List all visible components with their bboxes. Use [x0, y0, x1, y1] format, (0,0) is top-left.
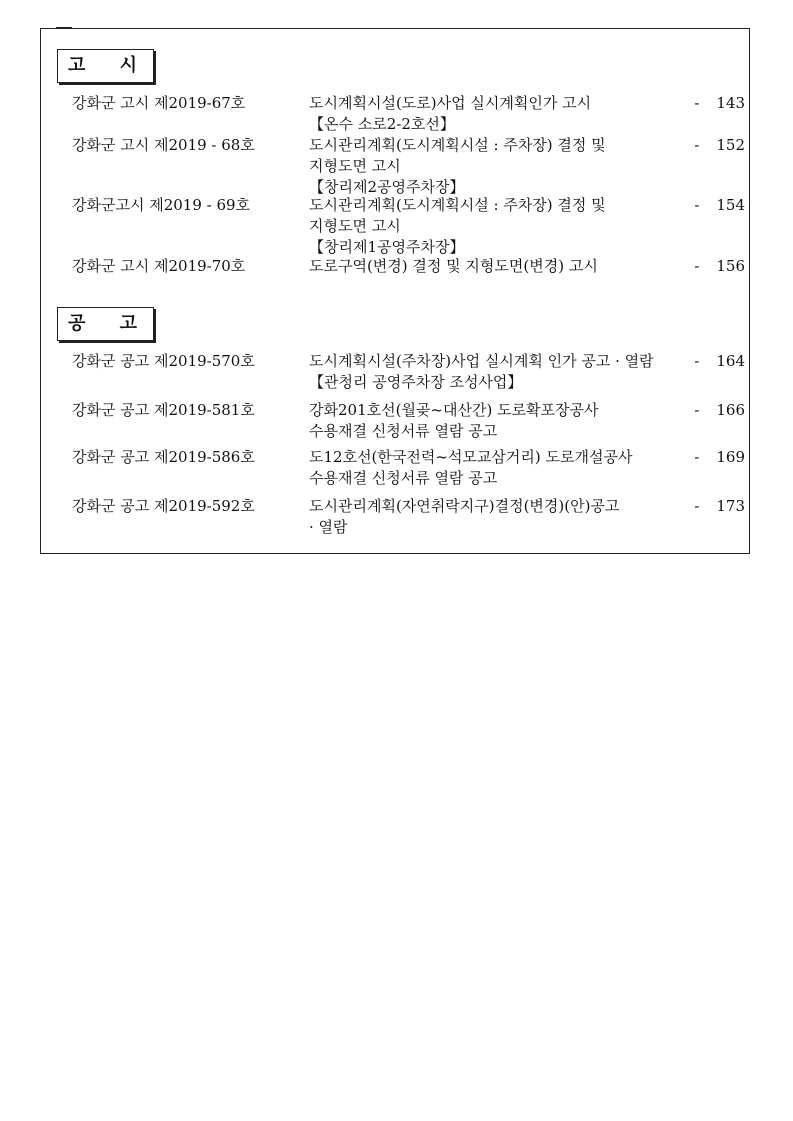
page-dash: -: [694, 94, 700, 112]
notice-description: [309, 447, 699, 489]
page-dash: -: [694, 136, 700, 154]
description-line: 지형도면 고시: [309, 157, 401, 175]
description-line: 수용재결 신청서류 열람 공고: [309, 469, 498, 487]
section-title-gosi: 고 시: [57, 49, 154, 83]
section-title-gonggo: 공 고: [57, 307, 154, 341]
notice-description: [309, 93, 699, 135]
page-ref: [694, 447, 745, 468]
page-dash: -: [694, 352, 700, 370]
page-number: 143: [716, 94, 745, 112]
page-number: 154: [716, 196, 745, 214]
notice-description: [309, 351, 699, 393]
description-line: 강화201호선(월곶~대산간) 도로확포장공사: [309, 401, 599, 419]
description-line: 도12호선(한국전력~석모교삼거리) 도로개설공사: [309, 448, 633, 466]
page-ref: [694, 93, 745, 114]
page-dash: -: [694, 257, 700, 275]
notice-number: 강화군 고시 제2019-67호: [72, 94, 246, 112]
notice-number: 강화군 공고 제2019-581호: [72, 401, 255, 419]
description-line: 도로구역(변경) 결정 및 지형도면(변경) 고시: [309, 257, 598, 275]
page-number: 156: [716, 257, 745, 275]
notice-description: [309, 256, 699, 277]
page-number: 152: [716, 136, 745, 154]
description-line: 【창리제2공영주차장】: [309, 178, 465, 196]
notice-number: 강화군 공고 제2019-586호: [72, 448, 255, 466]
page-ref: [694, 135, 745, 156]
notice-number: 강화군 공고 제2019-592호: [72, 497, 255, 515]
description-line: 【온수 소로2-2호선】: [309, 115, 455, 133]
description-line: 【관청리 공영주차장 조성사업】: [309, 373, 523, 391]
notice-description: [309, 135, 699, 198]
description-line: 도시관리계획(자연취락지구)결정(변경)(안)공고: [309, 497, 620, 515]
description-line: 도시관리계획(도시계획시설 : 주차장) 결정 및: [309, 136, 606, 154]
page-ref: [694, 195, 745, 216]
description-line: 도시계획시설(주차장)사업 실시계획 인가 공고 · 열람: [309, 352, 654, 370]
page-dash: -: [694, 448, 700, 466]
page-ref: [694, 256, 745, 277]
page-number: 169: [716, 448, 745, 466]
contents-frame: [40, 28, 750, 554]
description-line: 수용재결 신청서류 열람 공고: [309, 422, 498, 440]
page-dash: -: [694, 497, 700, 515]
description-line: 【창리제1공영주차장】: [309, 238, 465, 256]
description-line: 도시관리계획(도시계획시설 : 주차장) 결정 및: [309, 196, 606, 214]
page-ref: [694, 400, 745, 421]
notice-number: 강화군 고시 제2019 - 68호: [72, 136, 255, 154]
notice-number: 강화군고시 제2019 - 69호: [72, 196, 251, 214]
description-line: 지형도면 고시: [309, 217, 401, 235]
page-number: 166: [716, 401, 745, 419]
page-ref: [694, 496, 745, 517]
notice-description: [309, 195, 699, 258]
page-number: 164: [716, 352, 745, 370]
description-line: 도시계획시설(도로)사업 실시계획인가 고시: [309, 94, 592, 112]
notice-description: [309, 496, 699, 538]
page-dash: -: [694, 401, 700, 419]
notice-number: 강화군 고시 제2019-70호: [72, 257, 246, 275]
page-ref: [694, 351, 745, 372]
page-number: 173: [716, 497, 745, 515]
description-line: · 열람: [309, 518, 348, 536]
notice-number: 강화군 공고 제2019-570호: [72, 352, 255, 370]
notice-description: [309, 400, 699, 442]
page-dash: -: [694, 196, 700, 214]
